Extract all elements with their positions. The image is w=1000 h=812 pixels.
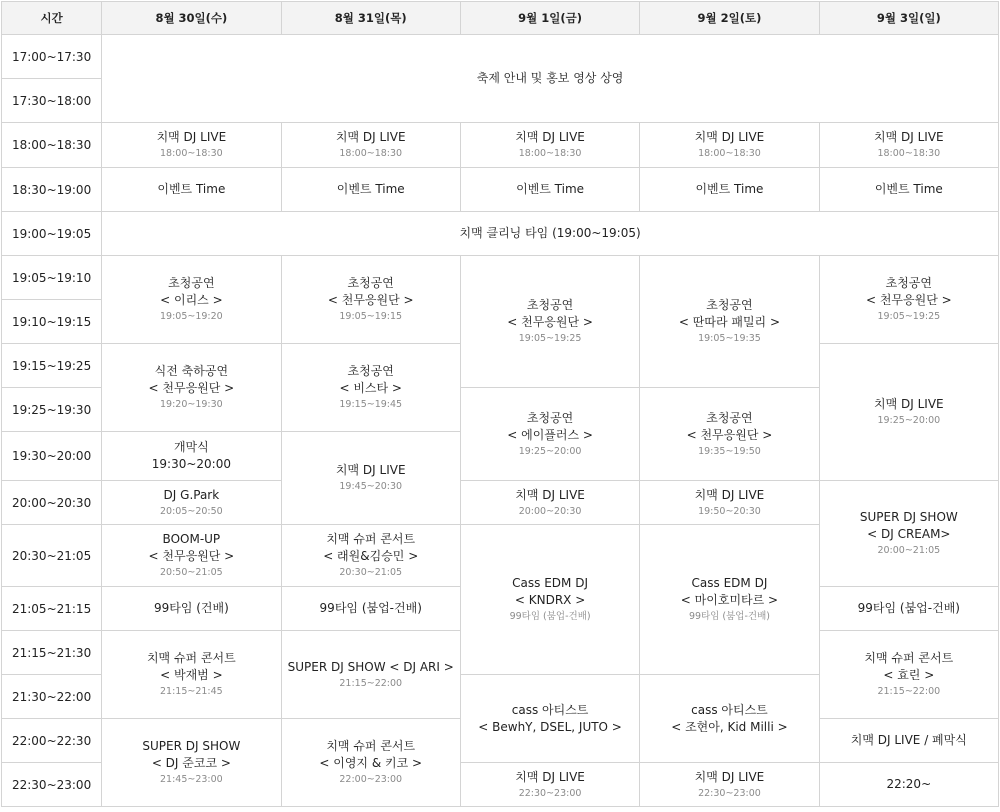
event-time: 18:00~18:30 [160, 148, 223, 159]
event-time: 21:15~22:00 [877, 686, 941, 697]
event-time: 21:45~23:00 [160, 774, 223, 785]
event-title: BOOM-UP [162, 532, 221, 546]
event-cell [819, 256, 998, 344]
event-cell [102, 432, 281, 481]
event-title: 초청공연 [347, 276, 394, 290]
event-cell [640, 256, 819, 388]
event-performer: < 비스타 > [339, 381, 402, 395]
event-cell [102, 587, 281, 631]
event-cell [640, 675, 819, 763]
event-cell [460, 675, 639, 763]
event-cell [102, 631, 281, 719]
event-time: 20:30~21:05 [339, 567, 403, 578]
event-performer: < 래원&김승민 > [323, 549, 419, 563]
time-slot: 21:05~21:15 [2, 587, 102, 631]
time-slot: 21:30~22:00 [2, 675, 102, 719]
event-title: 초청공연 [526, 298, 574, 312]
event-title: Cass EDM DJ [691, 576, 768, 590]
time-slot: 19:00~19:05 [2, 212, 102, 256]
event-cell [640, 123, 819, 168]
event-time: 99타임 (붐업-건배) [688, 611, 770, 622]
header-day: 9월 3일(일) [819, 2, 998, 35]
event-cell [640, 388, 819, 481]
event-title: Cass EDM DJ [512, 576, 588, 590]
event-cell [460, 123, 639, 168]
event-cell [102, 344, 281, 432]
schedule-table [1, 1, 999, 807]
schedule-row [2, 481, 999, 525]
event-time: 20:00~20:30 [518, 505, 582, 517]
time-slot: 19:10~19:15 [2, 300, 102, 344]
event-title: 치맥 슈퍼 콘서트 [146, 651, 236, 665]
event-cell [102, 212, 999, 256]
schedule-row [2, 123, 999, 168]
event-title: 초청공연 [168, 276, 215, 290]
event-title: DJ G.Park [163, 487, 220, 502]
event-time: 20:00~21:05 [877, 545, 941, 556]
time-slot: 21:15~21:30 [2, 631, 102, 675]
event-time: 19:50~20:30 [698, 505, 761, 517]
event-time: 19:05~19:25 [518, 333, 582, 344]
event-title: 치맥 DJ LIVE [694, 487, 765, 502]
event-cell [819, 719, 998, 763]
event-cell [819, 481, 998, 587]
event-title: 99타임 (붐업-건배) [319, 601, 422, 615]
event-cell [281, 587, 460, 631]
event-cell [281, 719, 460, 807]
event-performer: < 효린 > [883, 668, 935, 682]
event-cell [102, 719, 281, 807]
event-cell [640, 525, 819, 675]
event-title: 치맥 DJ LIVE [694, 130, 765, 144]
header-day: 9월 2일(토) [640, 2, 819, 35]
time-slot: 17:30~18:00 [2, 79, 102, 123]
event-time: 20:05~20:50 [160, 505, 223, 517]
time-slot: 22:30~23:00 [2, 763, 102, 807]
event-cell [640, 763, 819, 807]
event-title: 치맥 DJ LIVE [515, 769, 585, 784]
event-title: 식전 축하공연 [154, 364, 229, 378]
event-time: 20:50~21:05 [160, 567, 223, 578]
event-title: 치맥 DJ LIVE [874, 130, 944, 144]
schedule-row [2, 212, 999, 256]
schedule-row [2, 35, 999, 79]
event-title: 이벤트 Time [874, 182, 943, 196]
event-performer: < 이영지 & 키코 > [319, 756, 423, 770]
event-performer: < DJ CREAM> [867, 527, 951, 541]
event-cell [102, 256, 281, 344]
event-performer: < 박재범 > [160, 668, 223, 682]
time-slot: 20:30~21:05 [2, 525, 102, 587]
event-cell [460, 763, 639, 807]
event-title: 초청공연 [706, 410, 753, 425]
event-time: 18:00~18:30 [518, 148, 582, 159]
event-title: cass 아티스트 [511, 702, 589, 717]
event-cell [460, 168, 639, 212]
time-slot: 19:15~19:25 [2, 344, 102, 388]
event-time: 99타임 (붐업-건배) [509, 611, 591, 622]
event-time: 18:00~18:30 [877, 148, 941, 159]
event-title: 22:20~ [886, 777, 932, 791]
event-title: SUPER DJ SHOW < DJ ARI > [287, 659, 454, 674]
event-performer: < 마이호미타르 > [680, 593, 779, 607]
event-title: 치맥 DJ LIVE [515, 130, 585, 144]
event-title: 치맥 슈퍼 콘서트 [864, 651, 954, 665]
event-time: 22:30~23:00 [518, 787, 582, 799]
event-title: 치맥 DJ LIVE [515, 487, 585, 502]
event-cell [102, 481, 281, 525]
time-slot: 18:30~19:00 [2, 168, 102, 212]
event-cell [819, 168, 998, 212]
event-time: 19:05~19:20 [160, 311, 223, 322]
event-title: 치맥 DJ LIVE [335, 463, 406, 477]
time-slot: 19:05~19:10 [2, 256, 102, 300]
event-cell [102, 168, 281, 212]
time-slot: 19:25~19:30 [2, 388, 102, 432]
event-cell [281, 432, 460, 525]
event-title: 치맥 DJ LIVE [335, 130, 406, 144]
event-title: 치맥 슈퍼 콘서트 [326, 739, 416, 753]
event-title: 초청공연 [885, 276, 932, 290]
event-title: 축제 안내 및 홍보 영상 상영 [476, 71, 624, 85]
event-title: 초청공연 [706, 298, 753, 312]
event-title: 99타임 (붐업-건배) [857, 601, 960, 615]
event-cell [640, 168, 819, 212]
time-slot: 18:00~18:30 [2, 123, 102, 168]
time-slot: 20:00~20:30 [2, 481, 102, 525]
event-time: 21:15~22:00 [339, 677, 403, 689]
event-title: 치맥 DJ LIVE [694, 769, 765, 784]
event-time: 19:05~19:15 [339, 311, 403, 322]
event-time: 19:05~19:35 [698, 333, 761, 344]
event-performer: < 천무응원단 > [327, 293, 414, 307]
event-time: 19:45~20:30 [339, 481, 403, 492]
event-title: 이벤트 Time [157, 182, 226, 196]
event-performer: < 천무응원단 > [148, 549, 235, 563]
event-cell [281, 631, 460, 719]
event-title: 치맥 DJ LIVE [874, 397, 944, 411]
event-title: 개막식 [173, 440, 209, 454]
event-cell [460, 256, 639, 388]
event-cell [819, 631, 998, 719]
event-title: 99타임 (건배) [153, 601, 229, 615]
event-time: 18:00~18:30 [339, 148, 403, 159]
event-time: 18:00~18:30 [698, 148, 761, 159]
event-cell [819, 344, 998, 481]
event-time: 19:35~19:50 [698, 445, 761, 457]
event-cell [460, 481, 639, 525]
event-time: 22:00~23:00 [339, 774, 403, 785]
header-time: 시간 [2, 2, 102, 35]
event-cell [102, 35, 999, 123]
schedule-row [2, 168, 999, 212]
event-title: 이벤트 Time [695, 182, 764, 196]
event-cell [281, 525, 460, 587]
header-row [2, 2, 999, 35]
event-cell [640, 481, 819, 525]
event-time: 19:05~19:25 [877, 311, 941, 322]
event-cell [819, 763, 998, 807]
event-title: 초청공연 [526, 410, 574, 425]
event-cell [102, 525, 281, 587]
event-title: SUPER DJ SHOW [142, 739, 241, 753]
event-cell [102, 123, 281, 168]
event-cell [281, 256, 460, 344]
time-slot: 17:00~17:30 [2, 35, 102, 79]
event-time: 19:15~19:45 [339, 399, 403, 410]
event-time: 19:25~20:00 [518, 445, 582, 457]
event-cell [281, 123, 460, 168]
event-performer: < KNDRX > [514, 593, 586, 607]
event-performer: < DJ 준코코 > [151, 756, 231, 770]
time-slot: 19:30~20:00 [2, 432, 102, 481]
event-performer: < 천무응원단 > [507, 315, 593, 329]
event-performer: < 천무응원단 > [148, 381, 235, 395]
event-subtitle: 19:30~20:00 [151, 457, 231, 471]
event-title: 치맥 슈퍼 콘서트 [326, 532, 416, 546]
event-performer: < 천무응원단 > [686, 427, 773, 442]
event-performer: < 이리스 > [160, 293, 223, 307]
header-day: 9월 1일(금) [460, 2, 639, 35]
event-performer: < 천무응원단 > [865, 293, 952, 307]
event-time: 22:30~23:00 [698, 787, 761, 799]
schedule-row [2, 256, 999, 300]
event-title: 치맥 DJ LIVE / 폐막식 [850, 733, 967, 747]
event-performer: < 조현아, Kid Milli > [671, 719, 788, 734]
event-cell [819, 587, 998, 631]
event-performer: < 에이플러스 > [507, 427, 593, 442]
event-title: 이벤트 Time [336, 182, 405, 196]
event-performer: < BewhY, DSEL, JUTO > [478, 719, 622, 734]
event-time: 19:20~19:30 [160, 399, 223, 410]
header-day: 8월 30일(수) [102, 2, 281, 35]
event-title: 치맥 클리닝 타임 (19:00~19:05) [459, 226, 641, 240]
event-title: SUPER DJ SHOW [859, 510, 958, 524]
event-time: 21:15~21:45 [160, 686, 223, 697]
event-title: 이벤트 Time [516, 182, 585, 196]
event-cell [281, 168, 460, 212]
event-title: 초청공연 [347, 364, 394, 378]
event-cell [460, 388, 639, 481]
event-cell [460, 525, 639, 675]
event-time: 19:25~20:00 [877, 415, 941, 426]
header-day: 8월 31일(목) [281, 2, 460, 35]
time-slot: 22:00~22:30 [2, 719, 102, 763]
event-performer: < 딴따라 패밀리 > [678, 315, 780, 329]
event-cell [819, 123, 998, 168]
event-cell [281, 344, 460, 432]
event-title: cass 아티스트 [691, 702, 768, 717]
event-title: 치맥 DJ LIVE [156, 130, 227, 144]
